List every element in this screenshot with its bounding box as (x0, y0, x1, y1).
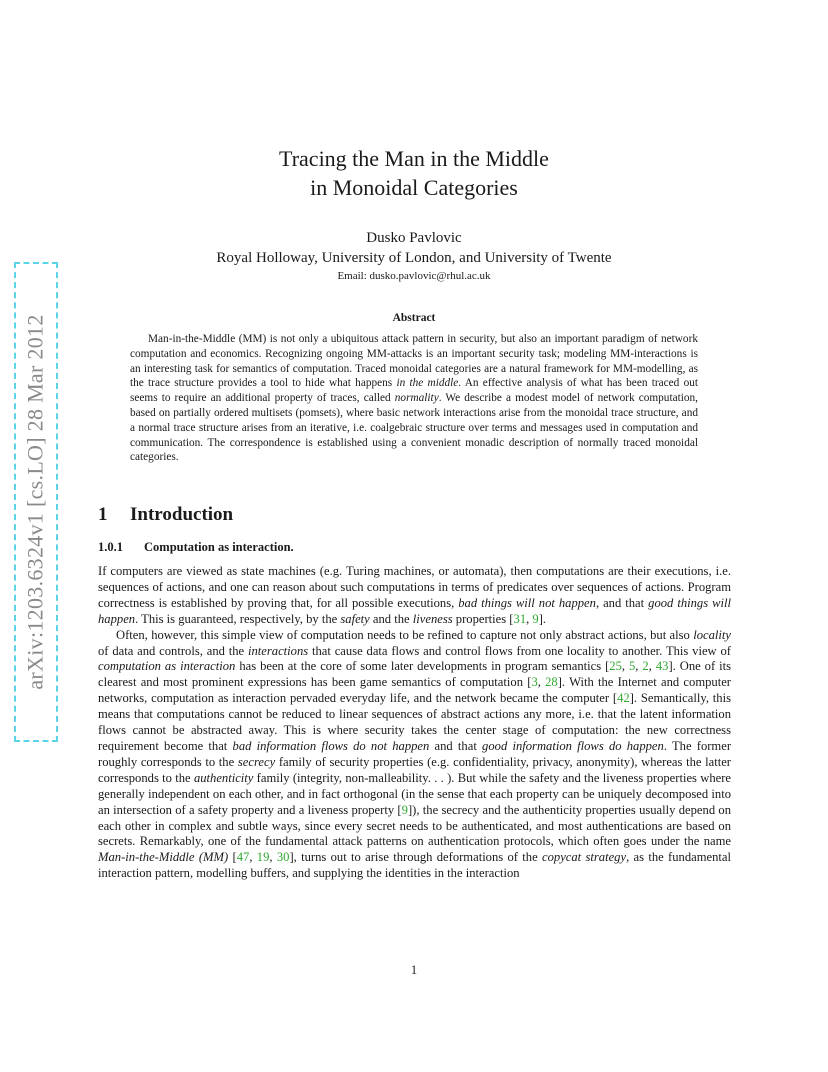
citation-link[interactable]: 43 (655, 659, 669, 674)
page-number: 1 (410, 963, 418, 977)
section-title: Introduction (130, 504, 234, 525)
arxiv-identifier-stamp (14, 262, 58, 742)
author-email: Email: dusko.pavlovic@rhul.ac.uk (337, 270, 491, 282)
paragraph-2: Often, however, this simple view of computation needs to be refined to capture not only abstract actions, but also locality of data and controls, and the interactions that cause data flows and control flows from one locality to another. This view of computation as interaction has been at the core of some later developments in program semantics [25, 5, 2, 43]. One of its clearest and most prominent expressions has been game semantics of computation [3, 28]. With the Internet and computer networks, computation as interaction pervaded everyday life, and the network became the computer [42]. Semantically, this means that computations cannot be reduced to linear sequences of abstract actions any more, i.e. that the latent information flows cannot be abstracted away. This is where security takes the center stage of computation: the new correctness requirement become that bad information flows do not happen and that good information flows do happen. The former roughly corresponds to the secrecy family of security properties (e.g. confidentiality, privacy, anonymity), whereas the latter corresponds to the authenticity family (integrity, non-malleability. . . ). But while the safety and the liveness properties where generally independent on each other, and in fact orthogonal (in the sense that each property can be uniquely decomposed into an intersection of a safety property and a liveness property [9]), the secrecy and the authenticity properties usually depend on each other in complex and subtle ways, since every secret needs to be authenticated, and most authentications are based on secrets. Remarkably, one of the fundamental attack patterns on authentication protocols, which often goes under the name Man-in-the-Middle (MM) [47, 19, 30], turns out to arise through deformations of the copycat strategy, as the fundamental interaction pattern, modelling buffers, and supplying the identities in the interaction (98, 627, 732, 881)
author-name: Dusko Pavlovic (366, 230, 462, 246)
citation-link[interactable]: 3 (531, 675, 538, 690)
title-line-2: in Monoidal Categories (310, 175, 518, 200)
subsection-heading (98, 540, 294, 555)
abstract-text: Man-in-the-Middle (MM) is not only a ubiquitous attack pattern in security, but also an important paradigm of network computation and economics. Recognizing ongoing MM-attacks is an important security task; modeling MM-interactions is an interesting task for semantics of computation. Traced monoidal categories are a natural framework for MM-modelling, as the trace structure provides a tool to hide what happens in the middle. An effective analysis of what has been traced out seems to require an additional property of traces, called normality. We describe a modest model of network computation, based on partially ordered multisets (pomsets), where basic network interactions arise from the monoidal trace structure, and a normal trace structure arises from an iterative, i.e. coalgebraic structure over terms and messages used in computation and communication. The correspondence is established using a convenient monadic description of normally traced monoidal categories. (130, 333, 699, 464)
citation-link[interactable]: 9 (401, 802, 408, 817)
citation-link[interactable]: 2 (642, 659, 649, 674)
author-affiliation: Royal Holloway, University of London, and University of Twente (216, 250, 612, 266)
paragraph-1: If computers are viewed as state machines (e.g. Turing machines, or automata), then computations are their executions, i.e. sequences of actions, and one can reason about such computations in terms of predicates over sequences of actions. Program correctness is established by proving that, for all possible executions, bad things will not happen, and that good things will happen. This is guaranteed, respectively, by the safety and the liveness properties [31, 9]. (98, 564, 731, 626)
citation-link[interactable]: 42 (617, 691, 630, 706)
body-text (98, 564, 731, 882)
citation-link[interactable]: 25 (609, 659, 622, 674)
citation-link[interactable]: 30 (276, 850, 290, 865)
subsection-title: Computation as interaction. (144, 540, 294, 554)
title-line-1: Tracing the Man in the Middle (279, 146, 549, 171)
citation-link[interactable]: 9 (532, 611, 539, 626)
section-number: 1 (98, 504, 108, 525)
abstract-block (130, 312, 698, 465)
citation-link[interactable]: 19 (256, 850, 270, 865)
paper-title (98, 144, 730, 202)
subsection-number: 1.0.1 (98, 540, 123, 554)
paper-header (98, 144, 730, 282)
citation-link[interactable]: 28 (545, 675, 558, 690)
section-heading (98, 504, 233, 526)
citation-link[interactable]: 31 (513, 611, 527, 626)
abstract-heading: Abstract (392, 312, 436, 324)
arxiv-identifier-text: arXiv:1203.6324v1 [cs.LO] 28 Mar 2012 (23, 314, 49, 690)
citation-link[interactable]: 47 (236, 850, 250, 865)
citation-link[interactable]: 5 (629, 659, 636, 674)
